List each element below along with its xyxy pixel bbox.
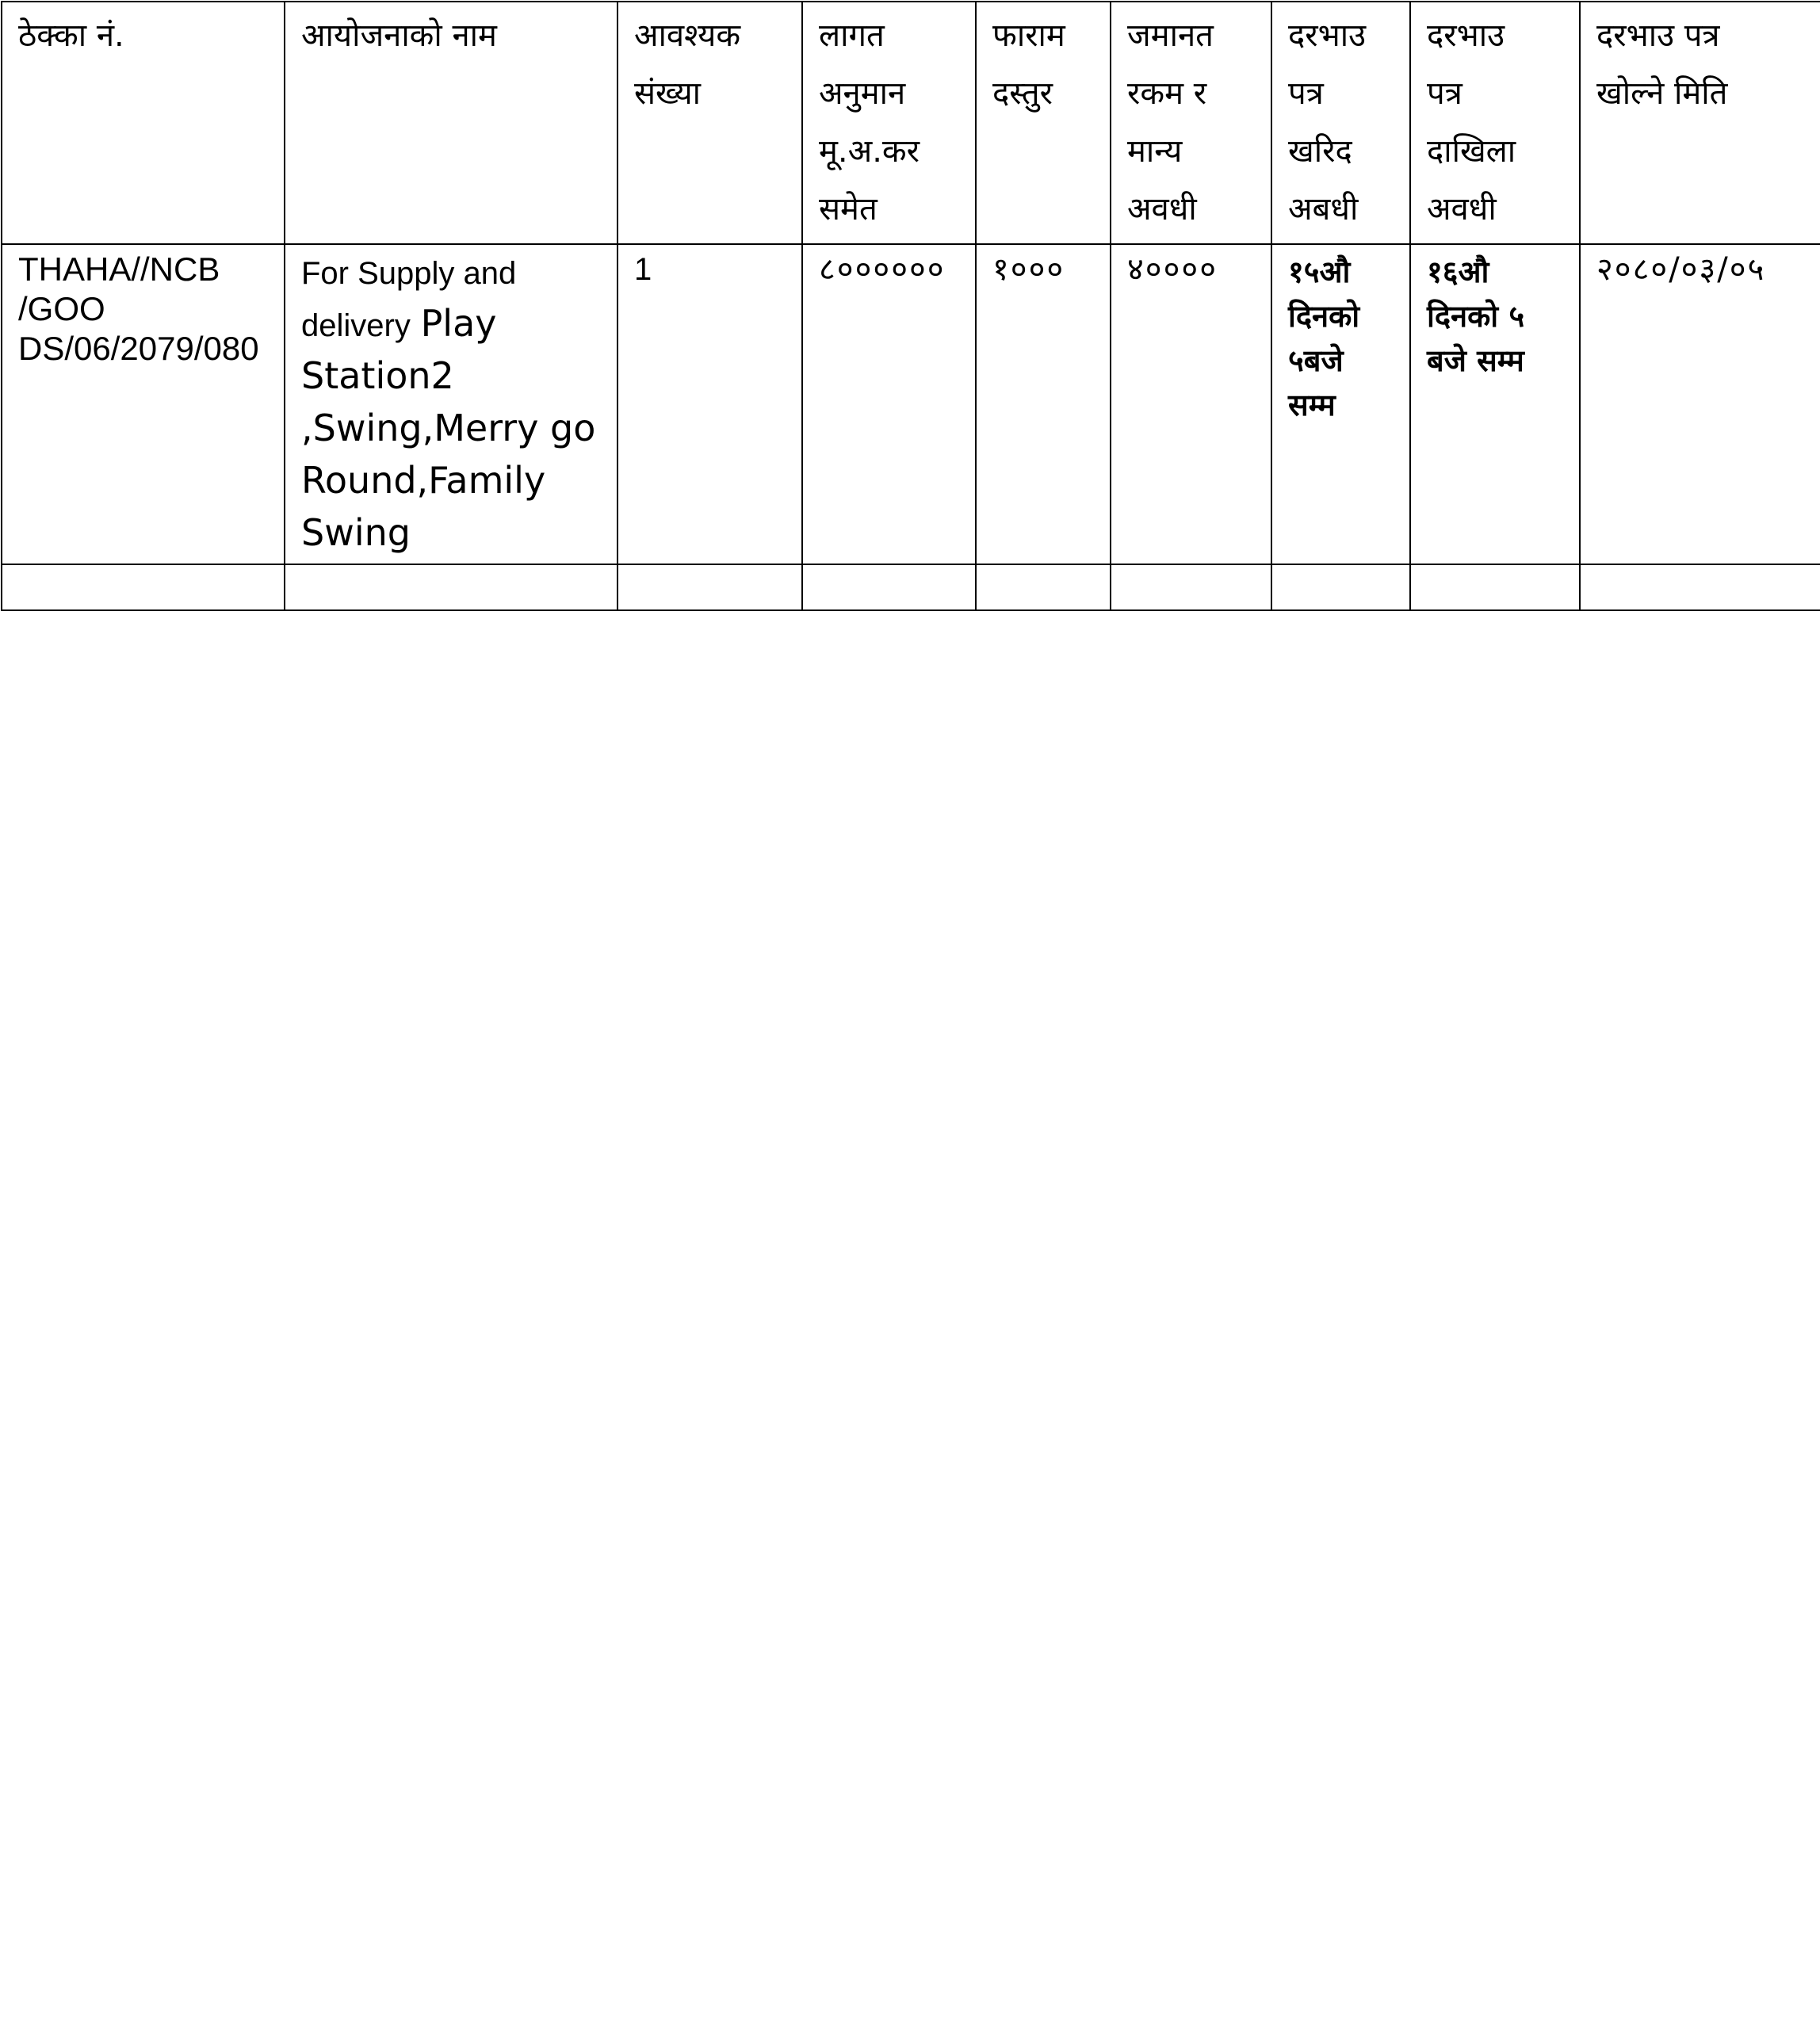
table-row bbox=[2, 244, 1820, 564]
header-submission-period bbox=[1410, 2, 1580, 244]
header-label: लागत अनुमान मू.अ.कर समेत bbox=[819, 17, 920, 227]
form-fee-value: १००० bbox=[992, 251, 1065, 288]
cell-security-amount bbox=[1111, 244, 1271, 564]
cell-opening-date bbox=[1580, 244, 1820, 564]
header-project-name bbox=[285, 2, 618, 244]
header-label: आयोजनाको नाम bbox=[301, 17, 497, 54]
cell-contract-no bbox=[2, 244, 285, 564]
cell-purchase-period bbox=[1271, 244, 1410, 564]
empty-cell bbox=[285, 564, 618, 610]
empty-cell bbox=[1410, 564, 1580, 610]
purchase-period-value: १५औ दिनको ५बजे सम्म bbox=[1288, 254, 1360, 422]
header-cost-estimate bbox=[802, 2, 976, 244]
project-name-items: Play Station2 ,Swing,Merry go Round,Family Swing bbox=[301, 302, 596, 554]
cell-submission-period bbox=[1410, 244, 1580, 564]
header-label: फाराम दस्तुर bbox=[992, 17, 1065, 112]
header-form-fee bbox=[976, 2, 1111, 244]
table-header-row bbox=[2, 2, 1820, 244]
opening-date-value: २०८०/०३/०५ bbox=[1596, 251, 1766, 288]
tender-notice-table bbox=[1, 1, 1820, 611]
empty-cell bbox=[976, 564, 1111, 610]
header-label: दरभाउ पत्र खरिद अबधी bbox=[1288, 17, 1366, 227]
header-quantity bbox=[618, 2, 802, 244]
project-name-prefix: For Supply and delivery bbox=[301, 256, 517, 343]
header-security-amount bbox=[1111, 2, 1271, 244]
cell-project-name bbox=[285, 244, 618, 564]
header-label: जमानत रकम र मान्य अवधी bbox=[1127, 17, 1214, 227]
empty-cell bbox=[1271, 564, 1410, 610]
cell-quantity bbox=[618, 244, 802, 564]
submission-period-value: १६औ दिनको ५ बजे सम्म bbox=[1427, 254, 1525, 378]
cost-estimate-value: ८०००००० bbox=[819, 251, 946, 288]
header-label: आवश्यक संख्या bbox=[634, 17, 741, 112]
header-label: दरभाउ पत्र दाखिला अवधी bbox=[1427, 17, 1516, 227]
header-purchase-period bbox=[1271, 2, 1410, 244]
empty-table-row bbox=[2, 564, 1820, 610]
empty-cell bbox=[1580, 564, 1820, 610]
empty-cell bbox=[618, 564, 802, 610]
header-opening-date bbox=[1580, 2, 1820, 244]
empty-cell bbox=[2, 564, 285, 610]
empty-cell bbox=[802, 564, 976, 610]
cell-cost-estimate bbox=[802, 244, 976, 564]
header-label: दरभाउ पत्र खोल्ने मिति bbox=[1596, 17, 1728, 112]
header-label: ठेक्का नं. bbox=[18, 17, 124, 54]
header-contract-no bbox=[2, 2, 285, 244]
security-amount-value: ४०००० bbox=[1127, 251, 1218, 288]
empty-cell bbox=[1111, 564, 1271, 610]
quantity-value: 1 bbox=[634, 252, 652, 287]
cell-form-fee bbox=[976, 244, 1111, 564]
contract-number: THAHA//NCB /GOO DS/06/2079/080 bbox=[18, 250, 259, 367]
